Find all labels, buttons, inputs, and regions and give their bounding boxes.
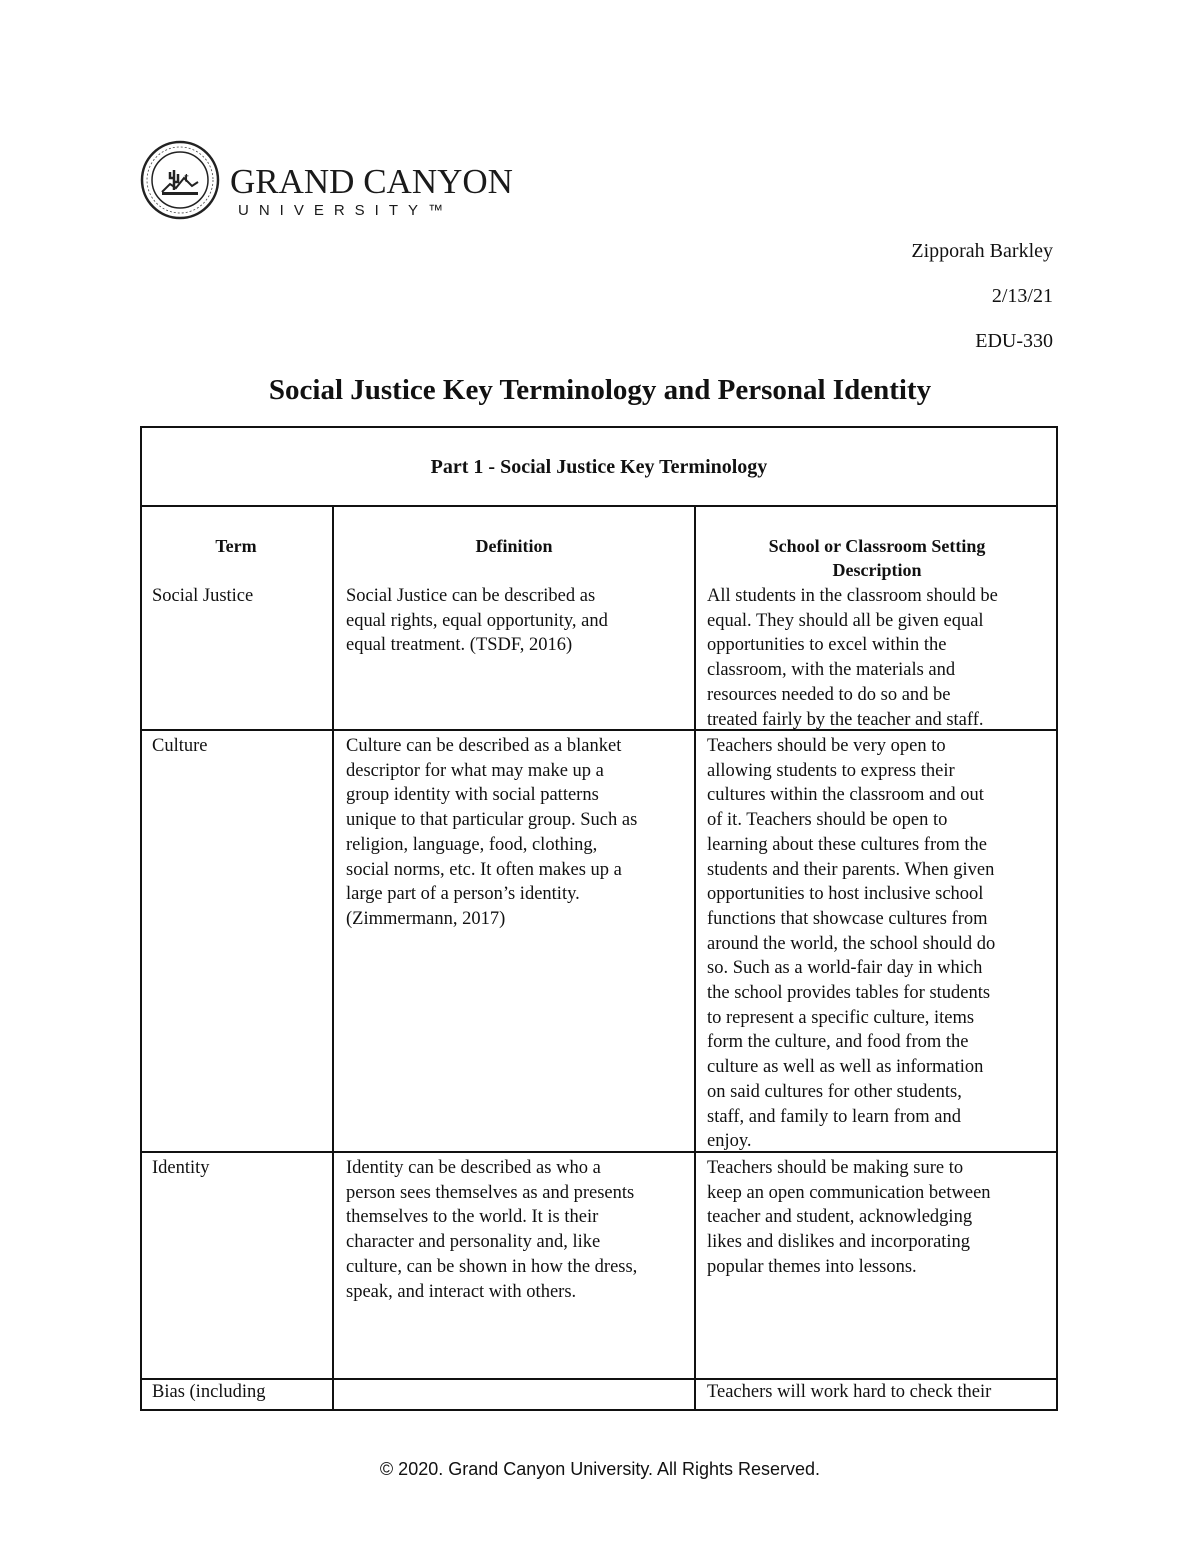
logo-subtitle: UNIVERSITY™ <box>238 202 454 219</box>
cell-definition: Identity can be described as who a person sees themselves as and presents themselves to the world. It is their character and personality and, like culture, can be shown in how the dress, speak, and interact with others. <box>346 1158 638 1302</box>
terminology-table <box>140 426 1058 1411</box>
column-header-description: School or Classroom Setting Description <box>768 536 986 580</box>
document-title: Social Justice Key Terminology and Personal Identity <box>268 374 932 406</box>
column-divider <box>694 505 696 1411</box>
copyright-footer: © 2020. Grand Canyon University. All Rights Reserved. <box>379 1459 821 1479</box>
university-logo <box>140 140 513 220</box>
table-divider <box>140 505 1058 507</box>
part-title: Part 1 - Social Justice Key Terminology <box>430 456 768 478</box>
cell-description: Teachers should be making sure to keep an open communication between teacher and student, acknowledging likes and dislikes and incorporating popular themes into lessons. <box>707 1158 991 1277</box>
cell-term: Bias (including <box>152 1382 266 1402</box>
student-name: Zipporah Barkley <box>911 240 1053 262</box>
column-header-definition: Definition <box>475 536 553 556</box>
column-header-term: Term <box>215 536 257 556</box>
cell-term: Identity <box>152 1158 210 1178</box>
university-seal-icon <box>140 140 220 220</box>
column-divider <box>332 505 334 1411</box>
cell-term: Social Justice <box>152 586 254 606</box>
cell-term: Culture <box>152 736 208 756</box>
cell-definition: Social Justice can be described as equal rights, equal opportunity, and equal treatment. (TSDF, 2016) <box>346 586 608 656</box>
logo-wordmark: GRAND CANYON <box>230 162 513 201</box>
cell-definition: Culture can be described as a blanket descriptor for what may make up a group identity with social patterns unique to that particular group. Such as religion, language, food, clothing, social norms, etc. It often makes up a large part of a person’s identity. (Zimmermann, 2017) <box>346 736 638 929</box>
svg-text:t: t <box>184 171 189 186</box>
cell-description: All students in the classroom should be equal. They should all be given equal opportunities to excel within the classroom, with the materials and resources needed to do so and be treated fairly by the teacher and staff. <box>707 586 998 730</box>
cell-description: Teachers will work hard to check their <box>707 1382 992 1402</box>
cell-description: Teachers should be very open to allowing students to express their cultures within the classroom and out of it. Teachers should be open to learning about these cultures from the students and their parents. When given opportunities to host inclusive school functions that showcase cultures from around the world, the school should do so. Such as a world-fair day in which the school provides tables for students to represent a specific culture, items form the culture, and food from the culture as well as well as information on said cultures for other students, staff, and family to learn from and enjoy. <box>707 736 996 1152</box>
submission-date: 2/13/21 <box>991 285 1053 307</box>
course-code: EDU-330 <box>975 330 1053 352</box>
